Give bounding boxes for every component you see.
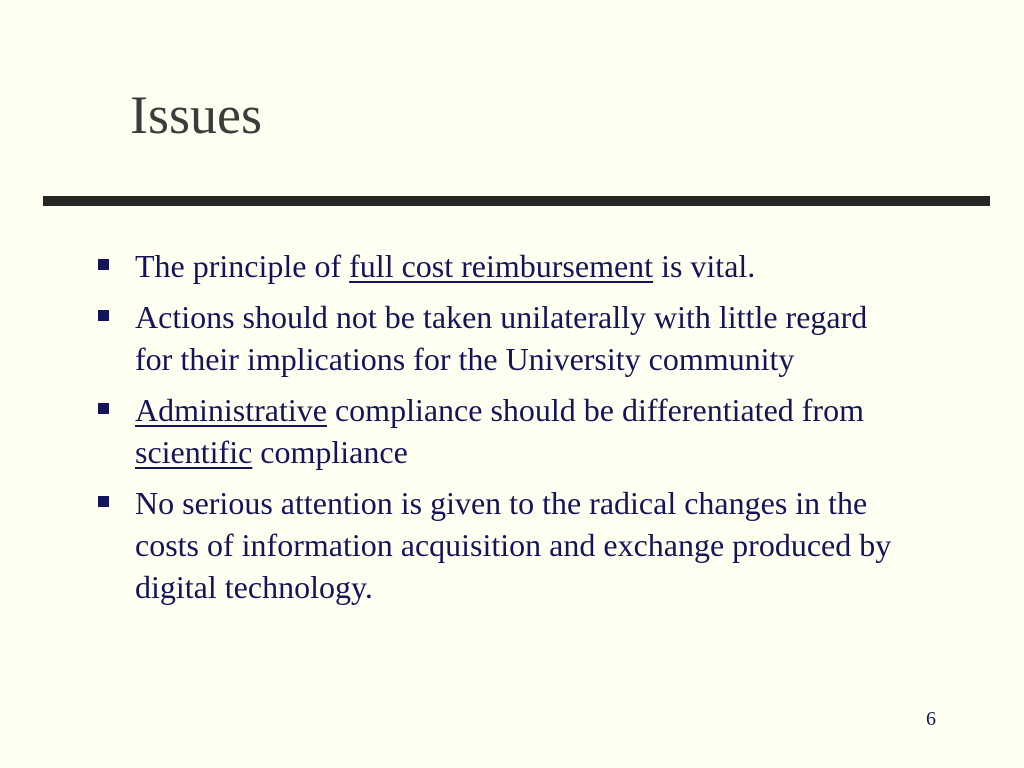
bullet-1-text-end: is vital.: [653, 248, 756, 284]
bullet-3-text-middle: compliance should be differentiated from: [326, 392, 864, 428]
bullet-1-text-start: The principle of: [135, 248, 350, 284]
bullet-item-4: [0, 482, 905, 608]
full-cost-reimbursement-text: full cost reimbursement: [349, 248, 654, 284]
bullet-4-text: No serious attention is given to the radical changes in the costs of information acquisition and exchange produced by digital technology.: [135, 485, 892, 605]
bullet-item-3: [0, 389, 905, 473]
bullet-item-1: [0, 245, 905, 287]
square-bullet-icon: [98, 403, 109, 414]
slide-title: Issues: [130, 85, 262, 145]
scientific-text: scientific: [135, 434, 253, 470]
title-divider: [43, 196, 990, 206]
bullet-2-text: Actions should not be taken unilaterally with little regard for their implications for the University community: [135, 299, 868, 377]
square-bullet-icon: [98, 310, 109, 321]
bullet-3-text-end: compliance: [252, 434, 408, 470]
bullet-item-2: [0, 296, 905, 380]
page-number: 6: [926, 708, 936, 730]
square-bullet-icon: [98, 259, 109, 270]
administrative-text: Administrative: [135, 392, 327, 428]
square-bullet-icon: [98, 496, 109, 507]
bullet-list: [0, 245, 1024, 617]
